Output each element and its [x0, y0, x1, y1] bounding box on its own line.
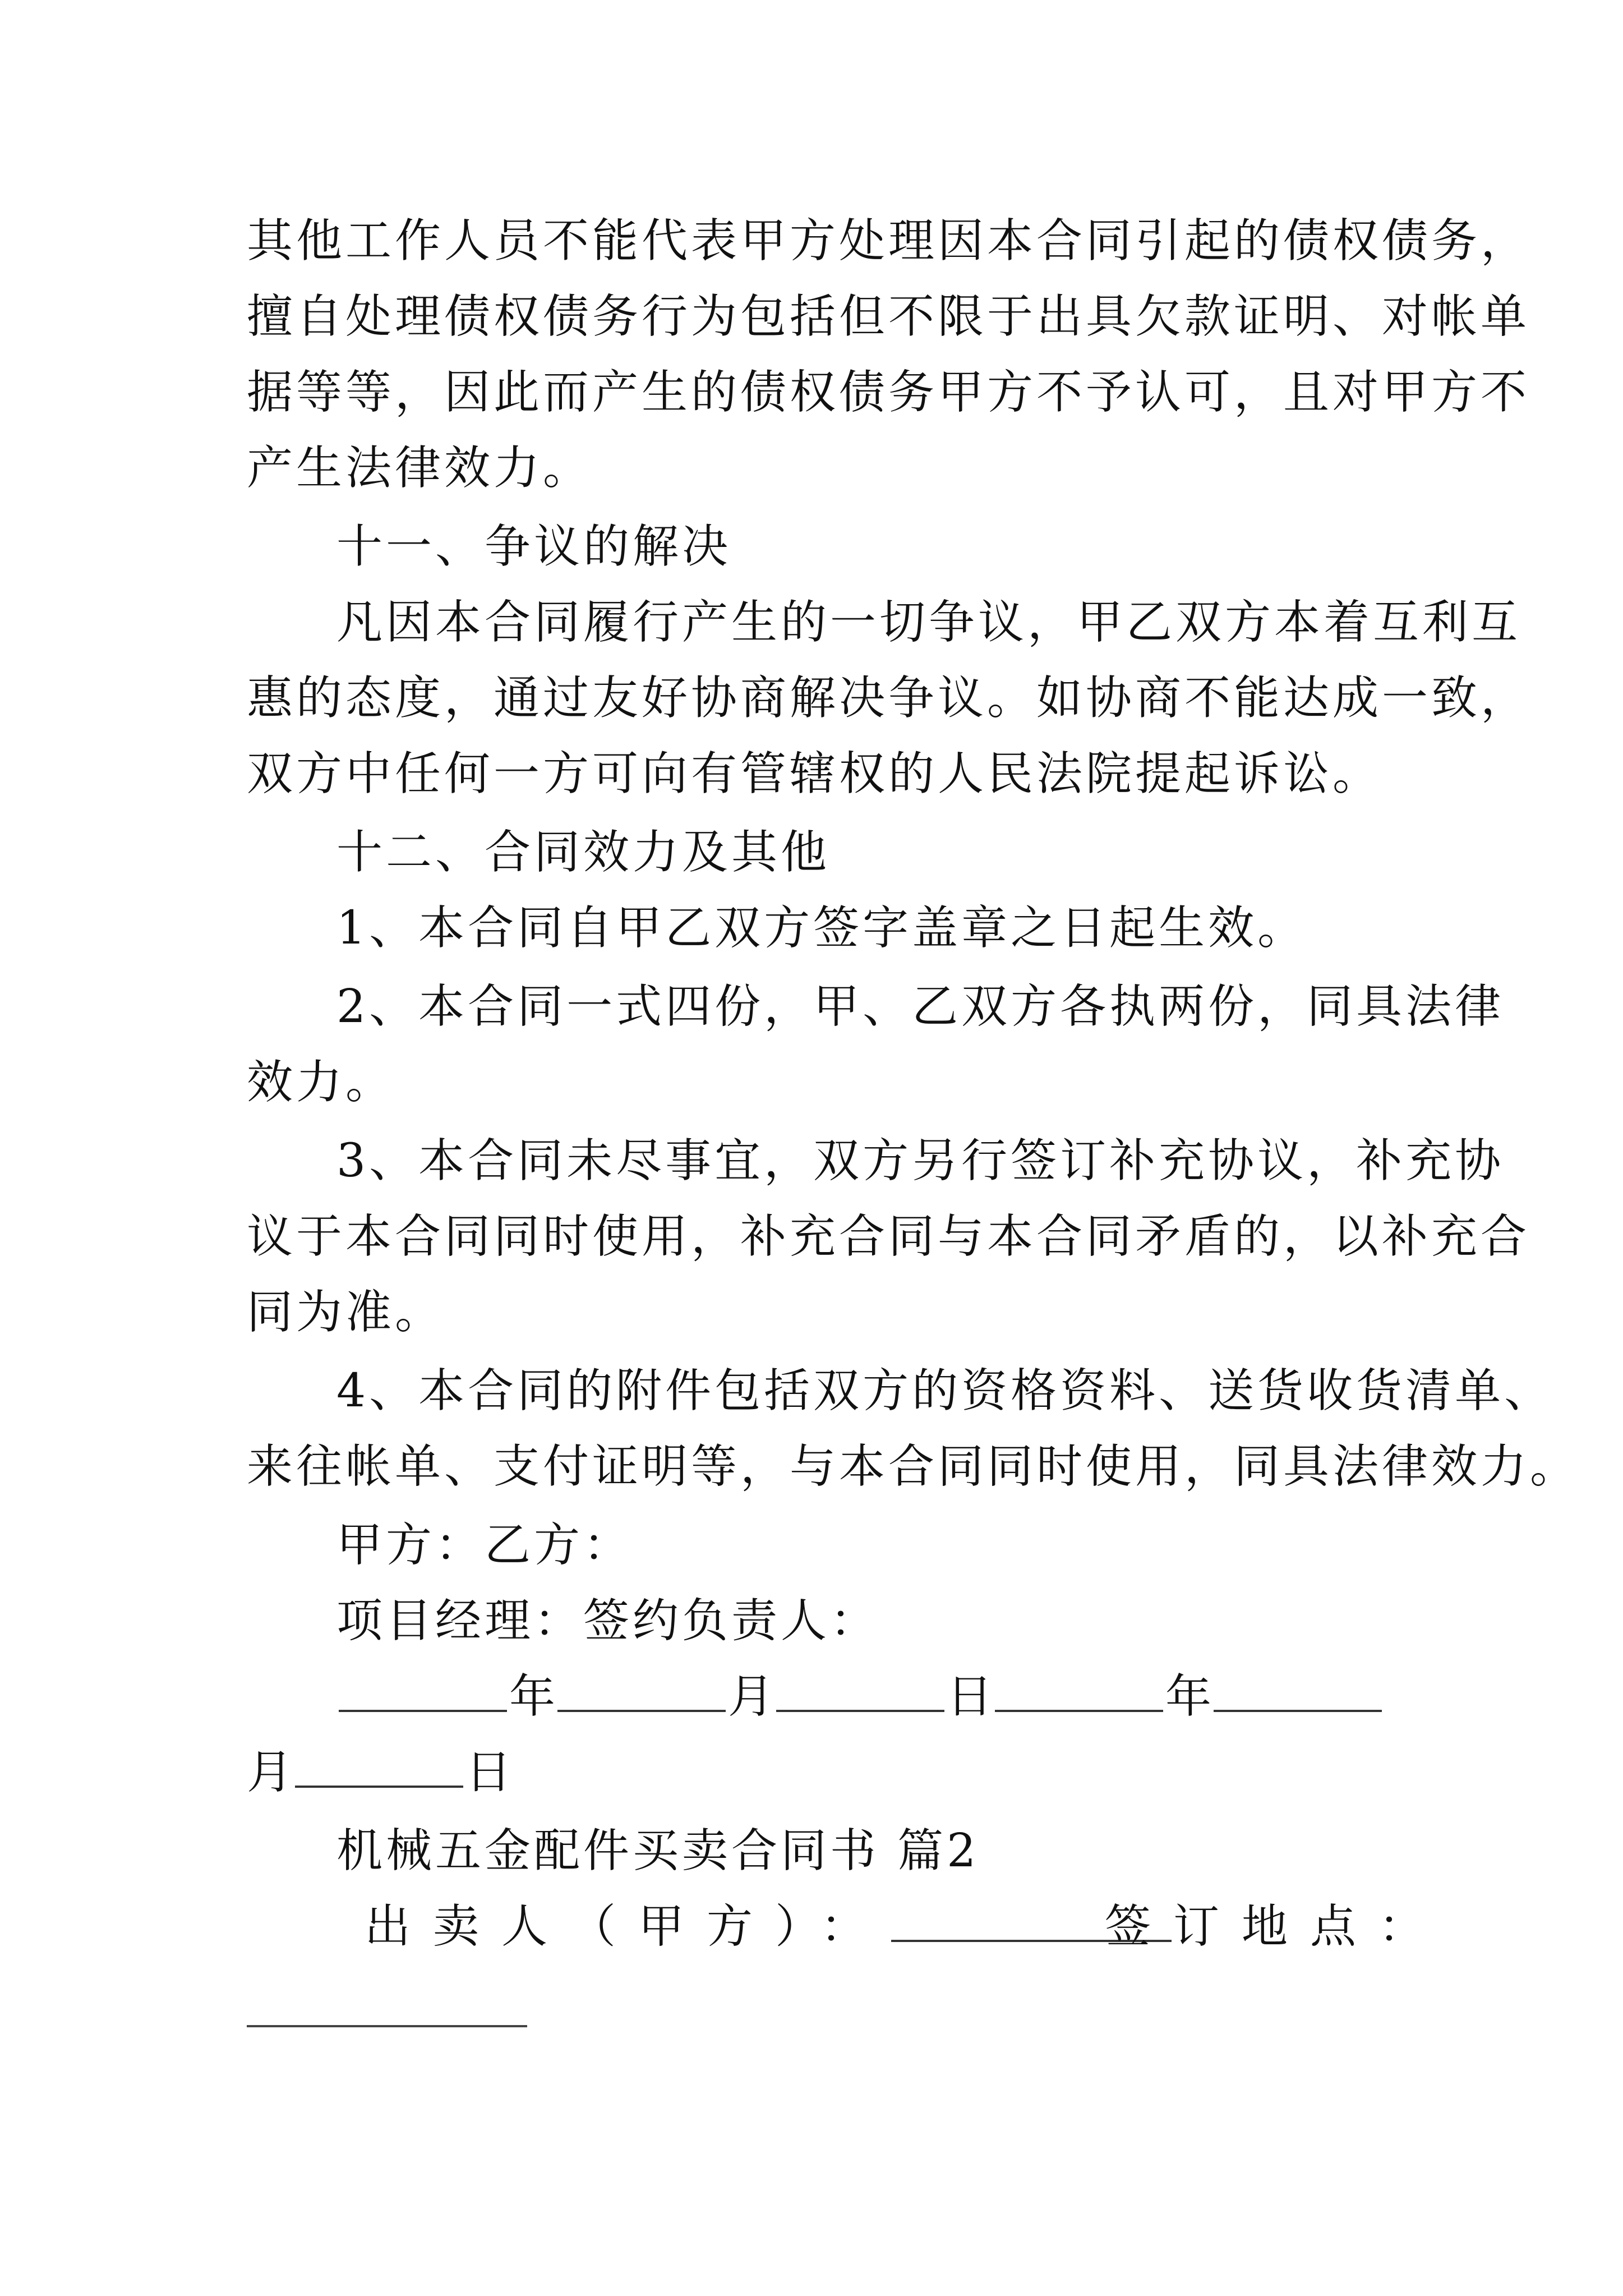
day-label-2: 日 — [465, 1746, 512, 1799]
section-heading-12: 十二、合同效力及其他 — [336, 826, 831, 879]
paragraph-line-1: 其他工作人员不能代表甲方处理因本合同引起的债权债务， — [247, 214, 1530, 268]
clause-3-line-3: 同为准。 — [247, 1286, 445, 1339]
blank-line — [339, 1671, 507, 1712]
blank-line — [995, 1671, 1163, 1712]
month-label: 月 — [728, 1670, 774, 1723]
clause-2-line-1: 2、本合同一式四份，甲、乙双方各执两份，同具法律 — [336, 980, 1505, 1033]
clause-4-line-1: 4、本合同的附件包括双方的资格资料、送货收货清单、 — [336, 1364, 1554, 1418]
seller-label — [365, 1899, 1174, 1955]
paragraph-line-4: 产生法律效力。 — [247, 441, 593, 495]
paragraph-line-3: 据等等，因此而产生的债权债务甲方不予认可，且对甲方不 — [247, 366, 1530, 419]
clause-4-line-2: 来往帐单、支付证明等，与本合同同时使用，同具法律效力。 — [247, 1440, 1580, 1493]
paragraph-line-2: 擅自处理债权债务行为包括但不限于出具欠款证明、对帐单 — [247, 290, 1530, 343]
paragraph-line-7: 双方中任何一方可向有管辖权的人民法院提起诉讼。 — [247, 747, 1382, 800]
month-label-2: 月 — [247, 1746, 293, 1799]
blank-line — [295, 1746, 463, 1788]
seller-label-text: 出卖人（甲方）： — [365, 1900, 889, 1953]
blank-line — [776, 1671, 944, 1712]
clause-3-line-2: 议于本合同同时使用，补充合同与本合同矛盾的，以补充合 — [247, 1210, 1530, 1263]
clause-3-line-1: 3、本合同未尽事宜，双方另行签订补充协议，补充协 — [336, 1134, 1505, 1188]
date-line-1 — [336, 1669, 1384, 1725]
manager-labels: 项目经理：签约负责人： — [336, 1594, 880, 1648]
party-labels: 甲方：乙方： — [336, 1519, 633, 1572]
year-label: 年 — [509, 1670, 556, 1723]
paragraph-line-6: 惠的态度，通过友好协商解决争议。如协商不能达成一致， — [247, 671, 1530, 725]
year-label-2: 年 — [1165, 1670, 1212, 1723]
place-label: 签订地点： — [1105, 1900, 1447, 1953]
blank-line — [1214, 1671, 1382, 1712]
section-title: 机械五金配件买卖合同书 篇2 — [336, 1824, 980, 1878]
date-line-2 — [247, 1745, 511, 1801]
place-blank-line — [247, 2025, 527, 2027]
paragraph-line-5: 凡因本合同履行产生的一切争议，甲乙双方本着互利互 — [336, 596, 1521, 649]
day-label: 日 — [947, 1670, 993, 1723]
clause-1: 1、本合同自甲乙双方签字盖章之日起生效。 — [336, 901, 1307, 955]
blank-line — [557, 1671, 726, 1712]
clause-2-line-2: 效力。 — [247, 1056, 395, 1109]
section-heading-11: 十一、争议的解决 — [336, 520, 732, 573]
